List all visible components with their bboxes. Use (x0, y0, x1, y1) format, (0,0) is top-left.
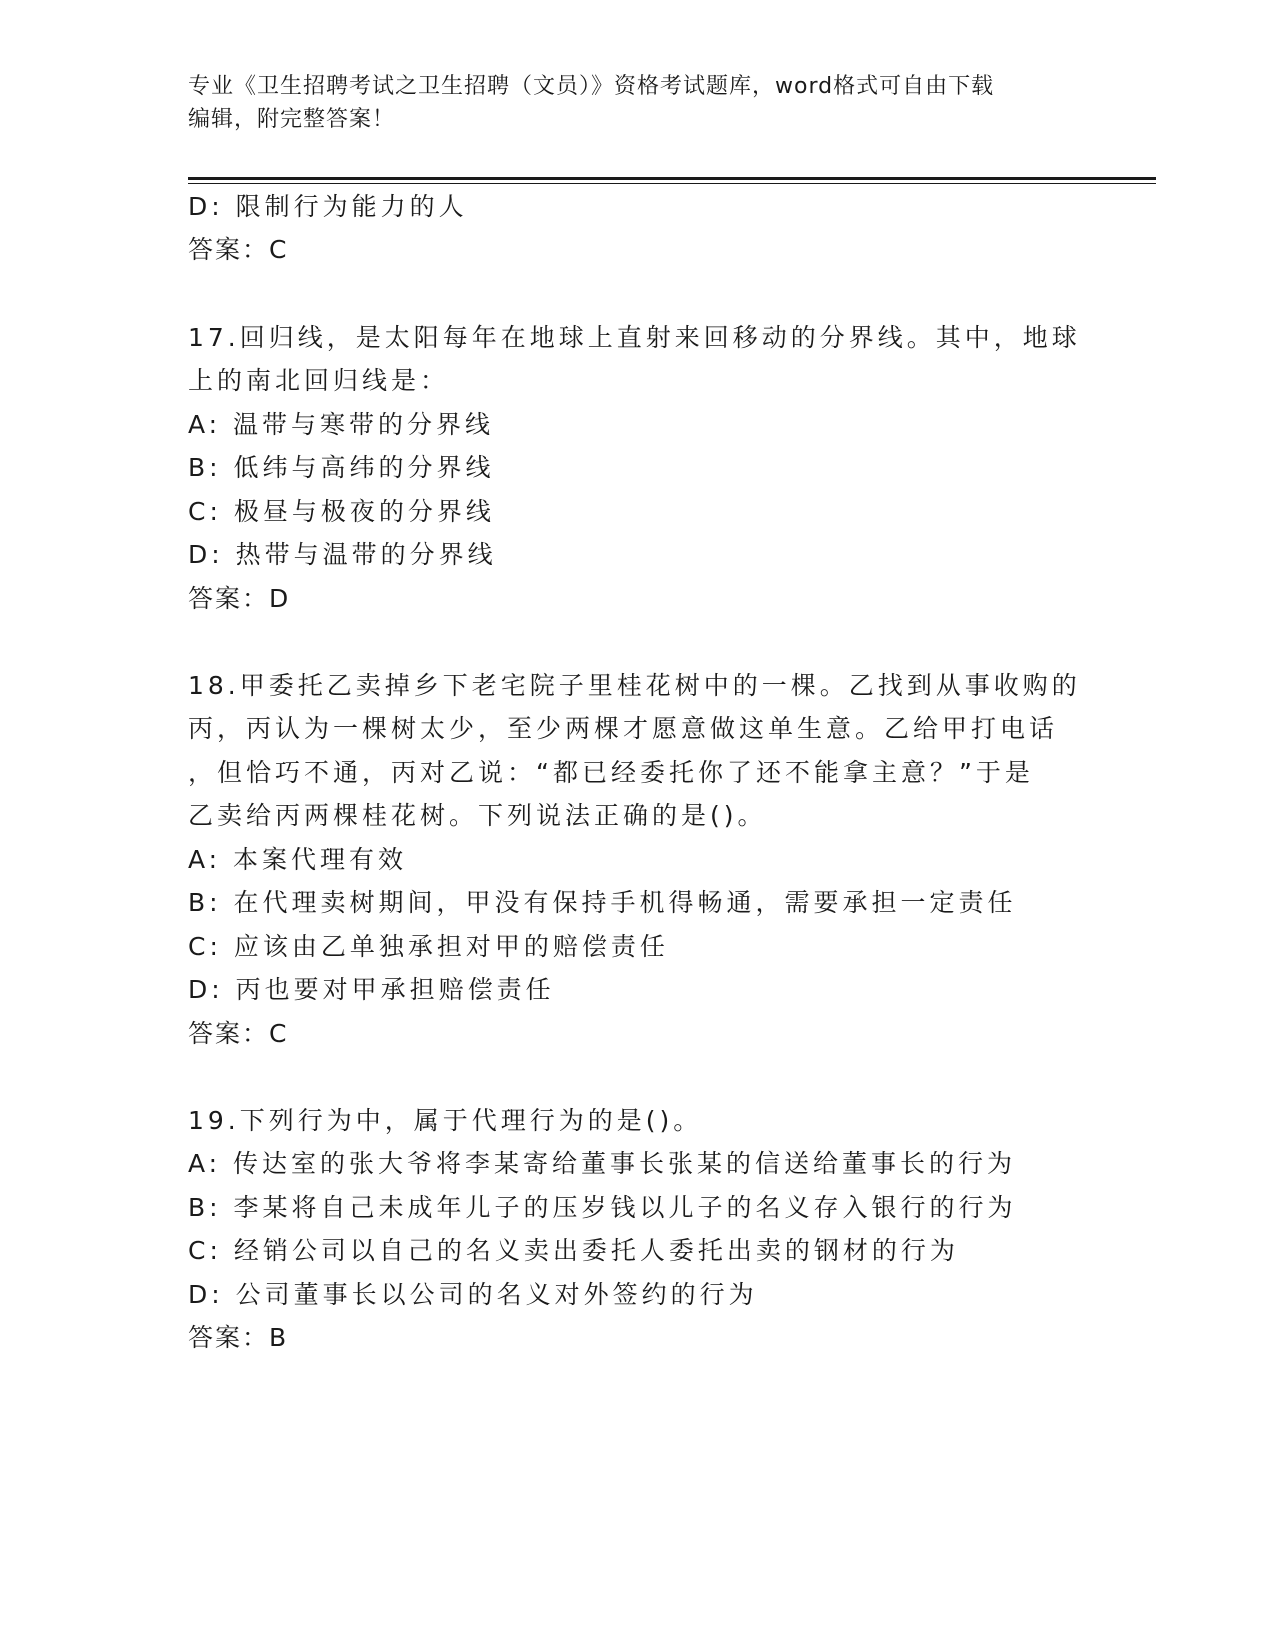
q18-answer: 答案：C (188, 1019, 289, 1048)
q17-option-d: D: 热带与温带的分界线 (188, 540, 497, 569)
q17-option-a: A: 温带与寒带的分界线 (188, 410, 495, 439)
prev-option-d: D: 限制行为能力的人 (188, 192, 468, 221)
header-rule-thick (188, 177, 1156, 180)
q19-option-d: D: 公司董事长以公司的名义对外签约的行为 (188, 1280, 758, 1309)
q19-option-c: C: 经销公司以自己的名义卖出委托人委托出卖的钢材的行为 (188, 1236, 959, 1265)
q19-stem-line-1: 19.下列行为中，属于代理行为的是()。 (188, 1106, 703, 1135)
q19-option-a: A: 传达室的张大爷将李某寄给董事长张某的信送给董事长的行为 (188, 1149, 1017, 1178)
prev-answer: 答案：C (188, 235, 289, 264)
q18-stem-line-3: ，但恰巧不通，丙对乙说：“都已经委托你了还不能拿主意？”于是 (188, 758, 1034, 787)
q18-option-a: A: 本案代理有效 (188, 845, 408, 874)
q19-option-b: B: 李某将自己未成年儿子的压岁钱以儿子的名义存入银行的行为 (188, 1193, 1017, 1222)
q17-stem-line-2: 上的南北回归线是： (188, 366, 450, 395)
q18-stem-line-4: 乙卖给丙两棵桂花树。下列说法正确的是()。 (188, 801, 767, 830)
q17-stem-line-1: 17.回归线，是太阳每年在地球上直射来回移动的分界线。其中，地球 (188, 323, 1081, 352)
q18-option-b: B: 在代理卖树期间，甲没有保持手机得畅通，需要承担一定责任 (188, 888, 1017, 917)
q17-option-c: C: 极昼与极夜的分界线 (188, 497, 495, 526)
header-rule-thin (188, 183, 1156, 184)
q18-stem-line-1: 18.甲委托乙卖掉乡下老宅院子里桂花树中的一棵。乙找到从事收购的 (188, 671, 1081, 700)
q18-option-d: D: 丙也要对甲承担赔偿责任 (188, 975, 555, 1004)
q18-option-c: C: 应该由乙单独承担对甲的赔偿责任 (188, 932, 669, 961)
document-header: 专业《卫生招聘考试之卫生招聘（文员）》资格考试题库，word格式可自由下载 编辑，附完整答案！ (188, 74, 995, 132)
q19-answer: 答案：B (188, 1323, 289, 1352)
q18-stem-line-2: 丙，丙认为一棵树太少，至少两棵才愿意做这单生意。乙给甲打电话 (188, 714, 1059, 743)
q17-option-b: B: 低纬与高纬的分界线 (188, 453, 495, 482)
q17-answer: 答案：D (188, 584, 291, 613)
